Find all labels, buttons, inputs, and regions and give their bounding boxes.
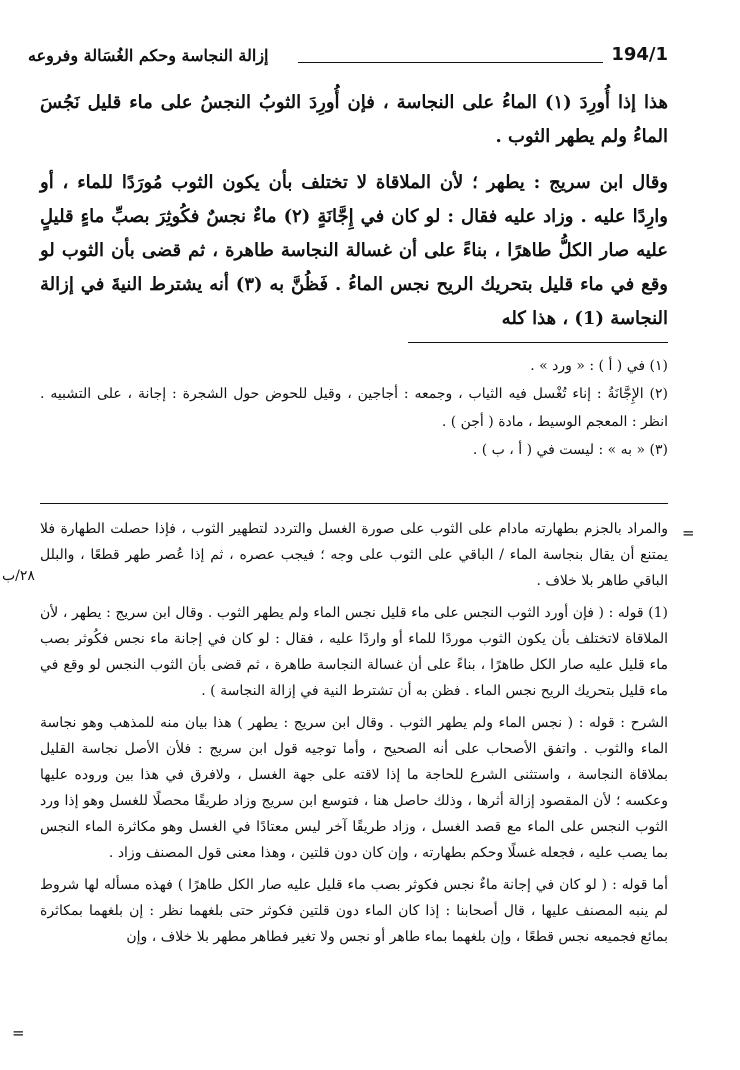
commentary-paragraph: الشرح : قوله : ( نجس الماء ولم يطهر الثوب . وقال ابن سريج : يطهر ) هذا بيان منه للمذهب وهو نجاسة الماء والثوب . واتفق الأصحاب على أنه الصحيح ، وأما توجيه قول ابن سريج : فلأن الأصل نجاسة القليل بملاقاة النجاسة ، واستثنى الشرع للحاجة ما إذا لاقته على جهة الغسل ، ولافرق في هذا بين وروده عليها وعكسه ؛ لأن المقصود إزالة أثرها ، وذلك حاصل هنا ، فتوسع ابن سريج وزاد طريقًا محصلًا للغسل وهو إذا ورد الثوب النجس على الماء مع قصد الغسل ، وزاد طريقًا آخر ليس معتادًا في الغسل وهو مكاثرة الماء النجس بما يصب عليه ، فجعله غسلًا وحكم بطهارته ، وإن كان دون قلتين ، وهذا معنى قول المصنف وزاد . <box>40 715 668 861</box>
commentary-paragraph: أما قوله : ( لو كان في إجانة ماءٌ نجس فكوثر بصب ماء قليل عليه صار الكل طاهرًا ) فهذه مسأله لها شروط لم ينبه المصنف عليها ، قال أصحابنا : إذا كان الماء دون قلتين فكوثر حتى بلغهما نظر : إن بلغهما بمكاثرة بمائع فجميعه نجس قطعًا ، وإن بلغهما بماء طاهر أو نجس ولا تغير فطاهر مطهر بلا خلاف ، وإن <box>40 877 668 945</box>
footnote: (٢) الإِجَّانَةُ : إناء تُغْسل فيه الثياب ، وجمعه : أجاجين ، وقيل للحوض حول الشجرة : إجانة ، على التشبيه . انظر : المعجم الوسيط ، مادة ( أجن ) . <box>40 386 668 430</box>
continuation-mark-top: = <box>682 524 695 542</box>
page-header <box>28 42 668 78</box>
footnotes <box>40 352 668 464</box>
header-rule <box>298 62 603 63</box>
margin-folio-note: ٢٨/ب <box>2 568 35 584</box>
commentary <box>40 516 668 956</box>
commentary-paragraph: (1) قوله : ( فإن أورد الثوب النجس على ماء قليل نجس الماء ولم يطهر الثوب . وقال ابن سريج : يطهر ، لأن الملاقاة لاتختلف بأن يكون الثوب موردًا للماء أو واردًا عليه ، فقال : لو كان في إجانة ماء نجس فكُوثر بصب ماء قليل عليه صار الكل طاهرًا ، بناءً على أن غسالة النجاسة طاهرة ، ثم قضى بأن الثوب النجس لو وقع في ماء قليل بتحريك الريح نجس الماء . فظن به أن تشترط النية في إزالة النجاسة ) . <box>40 605 668 699</box>
running-title: إزالة النجاسة وحكم الغُسَالة وفروعه <box>28 46 269 65</box>
main-paragraph: وقال ابن سريج : يطهر ؛ لأن الملاقاة لا تختلف بأن يكون الثوب مُورَدًا للماء ، أو وارِدًا عليه . وزاد عليه فقال : لو كان في إِجَّانَةٍ (٢) ماءٌ نجسٌ فكُوثِرَ بصبِّ ماءٍ قليلٍ عليه صار الكلُّ طاهرًا ، بناءً على أن غسالة النجاسة طاهرة ، ثم قضى بأن الثوب لو وقع في ماء قليل بتحريك الريح نجس الماءُ . فَظُنَّ به (٣) أنه يشترط النيةَ في إزالة النجاسة (1) ، هذا كله <box>40 172 668 329</box>
footnote-separator <box>408 342 668 343</box>
continuation-mark-bottom: = <box>12 1024 25 1042</box>
main-paragraph: هذا إذا أُورِدَ (١) الماءُ على النجاسة ، فإن أُورِدَ الثوبُ النجسُ على ماء قليل نَجُسَ الماءُ ولم يطهر الثوب . <box>40 92 668 147</box>
footnote: (٣) « به » : ليست في ( أ ، ب ) . <box>472 442 668 458</box>
main-text <box>40 86 668 348</box>
footnote: (١) في ( أ ) : « ورد » . <box>530 358 668 374</box>
commentary-paragraph: والمراد بالجزم بطهارته مادام على الثوب على صورة الغسل والتردد لتطهير الثوب ، فإذا حصلت الطهارة فلا يمتنع أن يقال بنجاسة الماء / الباقي على الثوب على وجه ؛ فيجب عصره ، ثم إذا عُصر طهر قطعًا ، والبلل الباقي طاهر بلا خلاف . <box>40 521 668 589</box>
page-number: 194/1 <box>611 44 668 65</box>
commentary-separator <box>40 503 668 504</box>
